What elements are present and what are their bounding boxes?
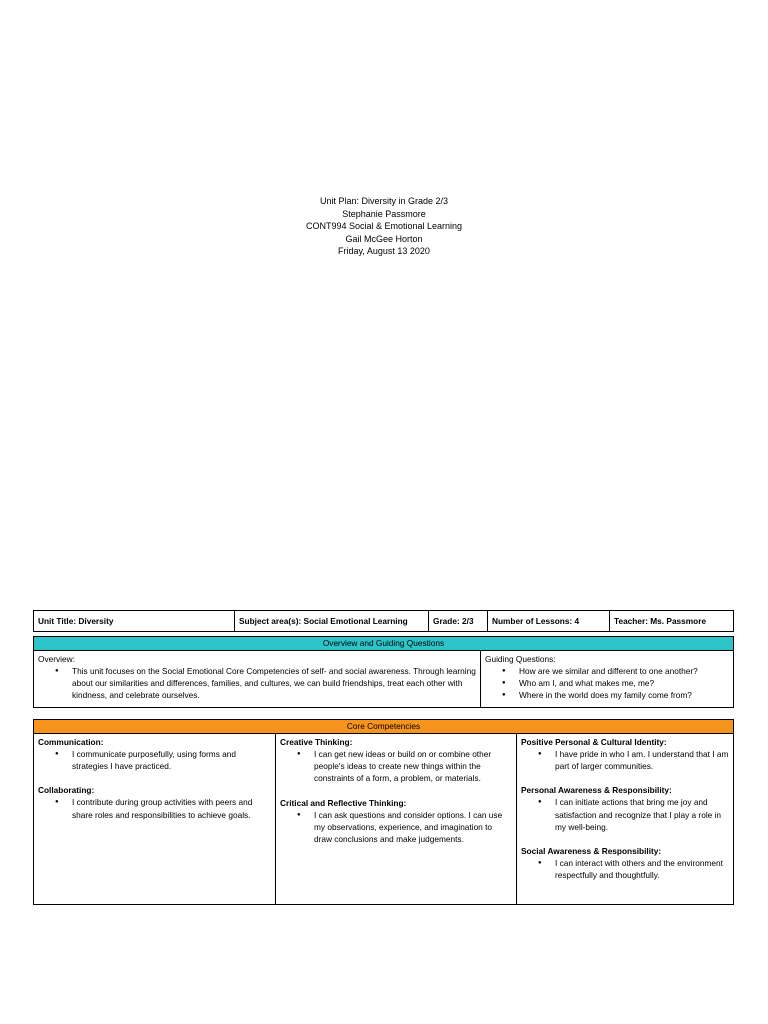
creative-thinking-label: Creative Thinking: <box>280 737 353 747</box>
unit-info-table <box>33 610 734 632</box>
critical-thinking-list <box>280 809 512 846</box>
overview-cell <box>34 651 481 708</box>
lessons-cell: Number of Lessons: 4 <box>488 611 610 632</box>
social-awareness-label: Social Awareness & Responsibility: <box>521 846 662 857</box>
collaborating-label: Collaborating: <box>38 785 95 796</box>
list-item: ● I have pride in who I am. I understand that I am part of larger communities. <box>555 748 729 772</box>
course-name: CONT994 Social & Emotional Learning <box>305 221 463 231</box>
grade-cell: Grade: 2/3 <box>429 611 488 632</box>
list-item: ● I communicate purposefully, using forms and strategies I have practiced. <box>72 748 271 772</box>
identity-label: Positive Personal & Cultural Identity: <box>521 737 667 747</box>
guiding-questions-list <box>485 665 729 702</box>
overview-list <box>38 665 476 702</box>
social-awareness-list <box>521 857 729 881</box>
list-item: ● Where in the world does my family come from? <box>519 689 729 701</box>
date: Friday, August 13 2020 <box>338 246 430 256</box>
communication-list <box>38 748 271 772</box>
core-competencies-table <box>33 719 734 905</box>
unit-title-cell: Unit Title: Diversity <box>34 611 235 632</box>
collaborating-list <box>38 796 271 820</box>
list-item: ● I can interact with others and the environment respectfully and thoughtfully. <box>555 857 729 881</box>
personal-social-column <box>517 734 734 905</box>
teacher-cell: Teacher: Ms. Passmore <box>610 611 734 632</box>
personal-awareness-label: Personal Awareness & Responsibility: <box>521 785 672 796</box>
creative-thinking-list <box>280 748 512 785</box>
list-item: ● Who am I, and what makes me, me? <box>519 677 729 689</box>
cover-title-block <box>0 195 768 258</box>
communication-column <box>34 734 276 905</box>
overview-table <box>33 636 734 708</box>
thinking-column <box>276 734 517 905</box>
instructor-name: Gail McGee Horton <box>345 233 423 244</box>
identity-list <box>521 748 729 772</box>
list-item: ● How are we similar and different to one another? <box>519 665 729 677</box>
communication-label: Communication: <box>38 737 104 747</box>
overview-label: Overview: <box>38 654 75 664</box>
list-item: ● I contribute during group activities with peers and share roles and responsibilities to achieve goals. <box>72 796 271 820</box>
unit-plan-title: Unit Plan: Diversity in Grade 2/3 <box>319 196 449 206</box>
list-item: ● This unit focuses on the Social Emotional Core Competencies of self- and social awareness. Through learning about our similarities and differences, families, and cultures, we can build friendships, treat each other with kindness, and celebrate ourselves. <box>72 665 476 702</box>
overview-section-header: Overview and Guiding Questions <box>34 637 734 651</box>
list-item: ● I can ask questions and consider options. I can use my observations, experience, and imagination to draw conclusions and make judgements. <box>314 809 512 846</box>
author-name: Stephanie Passmore <box>342 208 426 219</box>
guiding-questions-label: Guiding Questions: <box>485 654 556 664</box>
subject-area-cell: Subject area(s): Social Emotional Learning <box>235 611 429 632</box>
personal-awareness-list <box>521 796 729 833</box>
guiding-questions-cell <box>481 651 734 708</box>
competencies-section-header: Core Competencies <box>34 720 734 734</box>
list-item: ● I can get new ideas or build on or combine other people's ideas to create new things within the constraints of a form, a problem, or materials. <box>314 748 512 785</box>
list-item: ● I can initiate actions that bring me joy and satisfaction and recognize that I play a role in my well-being. <box>555 796 729 833</box>
critical-thinking-label: Critical and Reflective Thinking: <box>280 797 407 808</box>
